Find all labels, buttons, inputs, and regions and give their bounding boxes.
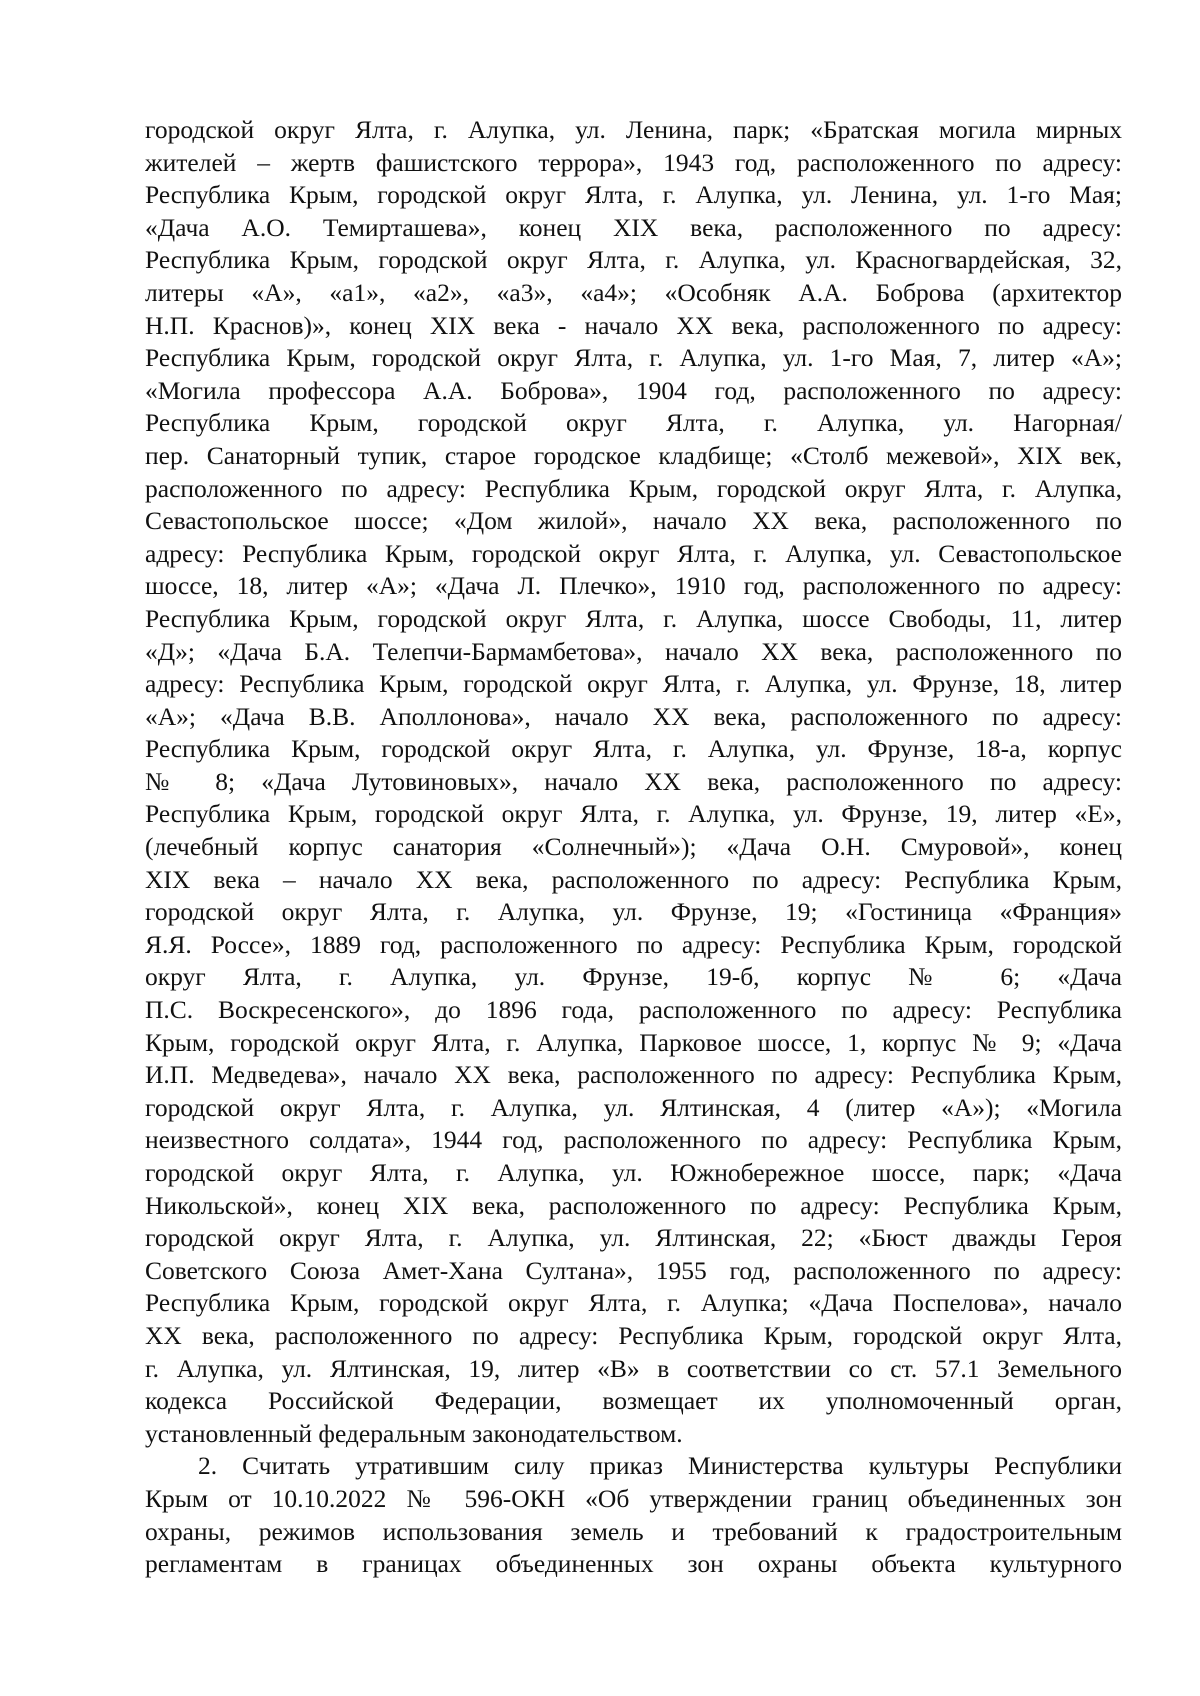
text-line: регламентам в границах объединенных зон охраны объекта культурного bbox=[145, 1549, 1122, 1579]
text-line: Республика Крым, городской округ Ялта, г. Алупка, ул. Ленина, ул. 1-го Мая; bbox=[145, 180, 1122, 210]
text-line: литеры «А», «а1», «а2», «а3», «а4»; «Особняк А.А. Боброва (архитектор bbox=[145, 277, 1122, 307]
text-line: № 8; «Дача Лутовиновых», начало XX века, расположенного по адресу: bbox=[145, 766, 1122, 796]
text-line: «Могила профессора А.А. Боброва», 1904 год, расположенного по адресу: bbox=[145, 375, 1122, 405]
text-line: пер. Санаторный тупик, старое городское кладбище; «Столб межевой», XIX век, bbox=[145, 440, 1122, 470]
text-line: городской округ Ялта, г. Алупка, ул. Ялтинская, 4 (литер «А»); «Могила bbox=[145, 1092, 1122, 1122]
text-line: Республика Крым, городской округ Ялта, г. Алупка, ул. Фрунзе, 18-а, корпус bbox=[145, 734, 1122, 764]
text-line: П.С. Воскресенского», до 1896 года, расположенного по адресу: Республика bbox=[145, 995, 1122, 1025]
text-line: Севастопольское шоссе; «Дом жилой», начало XX века, расположенного по bbox=[145, 506, 1122, 536]
text-line: городской округ Ялта, г. Алупка, ул. Ленина, парк; «Братская могила мирных bbox=[145, 115, 1122, 144]
text-line: адресу: Республика Крым, городской округ Ялта, г. Алупка, ул. Севастопольское bbox=[145, 538, 1122, 568]
text-line: г. Алупка, ул. Ялтинская, 19, литер «В» в соответствии со ст. 57.1 Земельного bbox=[145, 1353, 1122, 1383]
text-line: XIX века – начало XX века, расположенного по адресу: Республика Крым, bbox=[145, 864, 1122, 894]
text-line: Республика Крым, городской округ Ялта, г. Алупка, шоссе Свободы, 11, литер bbox=[145, 603, 1122, 633]
text-line: Республика Крым, городской округ Ялта, г. Алупка, ул. Нагорная/ bbox=[145, 408, 1122, 438]
document-body bbox=[145, 114, 1122, 1581]
text-line: неизвестного солдата», 1944 год, расположенного по адресу: Республика Крым, bbox=[145, 1125, 1122, 1155]
text-line: Республика Крым, городской округ Ялта, г. Алупка, ул. 1-го Мая, 7, литер «А»; bbox=[145, 343, 1122, 373]
text-line: «А»; «Дача В.В. Аполлонова», начало XX века, расположенного по адресу: bbox=[145, 701, 1122, 731]
text-line: Республика Крым, городской округ Ялта, г. Алупка, ул. Красногвардейская, 32, bbox=[145, 245, 1122, 275]
text-line: округ Ялта, г. Алупка, ул. Фрунзе, 19-б, корпус № 6; «Дача bbox=[145, 962, 1122, 992]
text-line: городской округ Ялта, г. Алупка, ул. Фрунзе, 19; «Гостиница «Франция» bbox=[145, 897, 1122, 927]
text-line: городской округ Ялта, г. Алупка, ул. Южнобережное шоссе, парк; «Дача bbox=[145, 1158, 1122, 1187]
text-line: Н.П. Краснов)», конец XIX века - начало XX века, расположенного по адресу: bbox=[145, 310, 1122, 340]
text-line: Крым от 10.10.2022 № 596-ОКН «Об утверждении границ объединенных зон bbox=[145, 1483, 1122, 1513]
text-line: «Д»; «Дача Б.А. Телепчи-Бармамбетова», начало XX века, расположенного по bbox=[145, 636, 1122, 666]
text-line: (лечебный корпус санатория «Солнечный»); «Дача О.Н. Смуровой», конец bbox=[145, 832, 1122, 862]
text-line: Никольской», конец XIX века, расположенного по адресу: Республика Крым, bbox=[145, 1190, 1122, 1220]
text-line: кодекса Российской Федерации, возмещает их уполномоченный орган, bbox=[145, 1386, 1122, 1416]
text-line: охраны, режимов использования земель и требований к градостроительным bbox=[145, 1516, 1122, 1546]
text-line: Советского Союза Амет-Хана Султана», 1955 год, расположенного по адресу: bbox=[145, 1255, 1122, 1285]
text-line: расположенного по адресу: Республика Крым, городской округ Ялта, г. Алупка, bbox=[145, 473, 1122, 503]
text-line: Я.Я. Россе», 1889 год, расположенного по адресу: Республика Крым, городской bbox=[145, 929, 1122, 959]
text-line: Республика Крым, городской округ Ялта, г. Алупка; «Дача Поспелова», начало bbox=[145, 1288, 1122, 1318]
text-line: «Дача А.О. Темирташева», конец XIX века, расположенного по адресу: bbox=[145, 212, 1122, 242]
paragraph-last-line: установленный федеральным законодательством. bbox=[145, 1418, 683, 1448]
text-line: Республика Крым, городской округ Ялта, г. Алупка, ул. Фрунзе, 19, литер «Е», bbox=[145, 799, 1122, 829]
text-line: жителей – жертв фашистского террора», 1943 год, расположенного по адресу: bbox=[145, 147, 1122, 177]
text-line: Крым, городской округ Ялта, г. Алупка, Парковое шоссе, 1, корпус № 9; «Дача bbox=[145, 1027, 1122, 1057]
text-line: XX века, расположенного по адресу: Республика Крым, городской округ Ялта, bbox=[145, 1320, 1122, 1350]
text-line: городской округ Ялта, г. Алупка, ул. Ялтинская, 22; «Бюст дважды Героя bbox=[145, 1223, 1122, 1253]
text-line: шоссе, 18, литер «А»; «Дача Л. Плечко», 1910 год, расположенного по адресу: bbox=[145, 571, 1122, 601]
text-line: И.П. Медведева», начало XX века, расположенного по адресу: Республика Крым, bbox=[145, 1060, 1122, 1090]
paragraph-first-line: 2. Считать утратившим силу приказ Министерства культуры Республики bbox=[198, 1451, 1122, 1481]
text-line: адресу: Республика Крым, городской округ Ялта, г. Алупка, ул. Фрунзе, 18, литер bbox=[145, 669, 1122, 699]
